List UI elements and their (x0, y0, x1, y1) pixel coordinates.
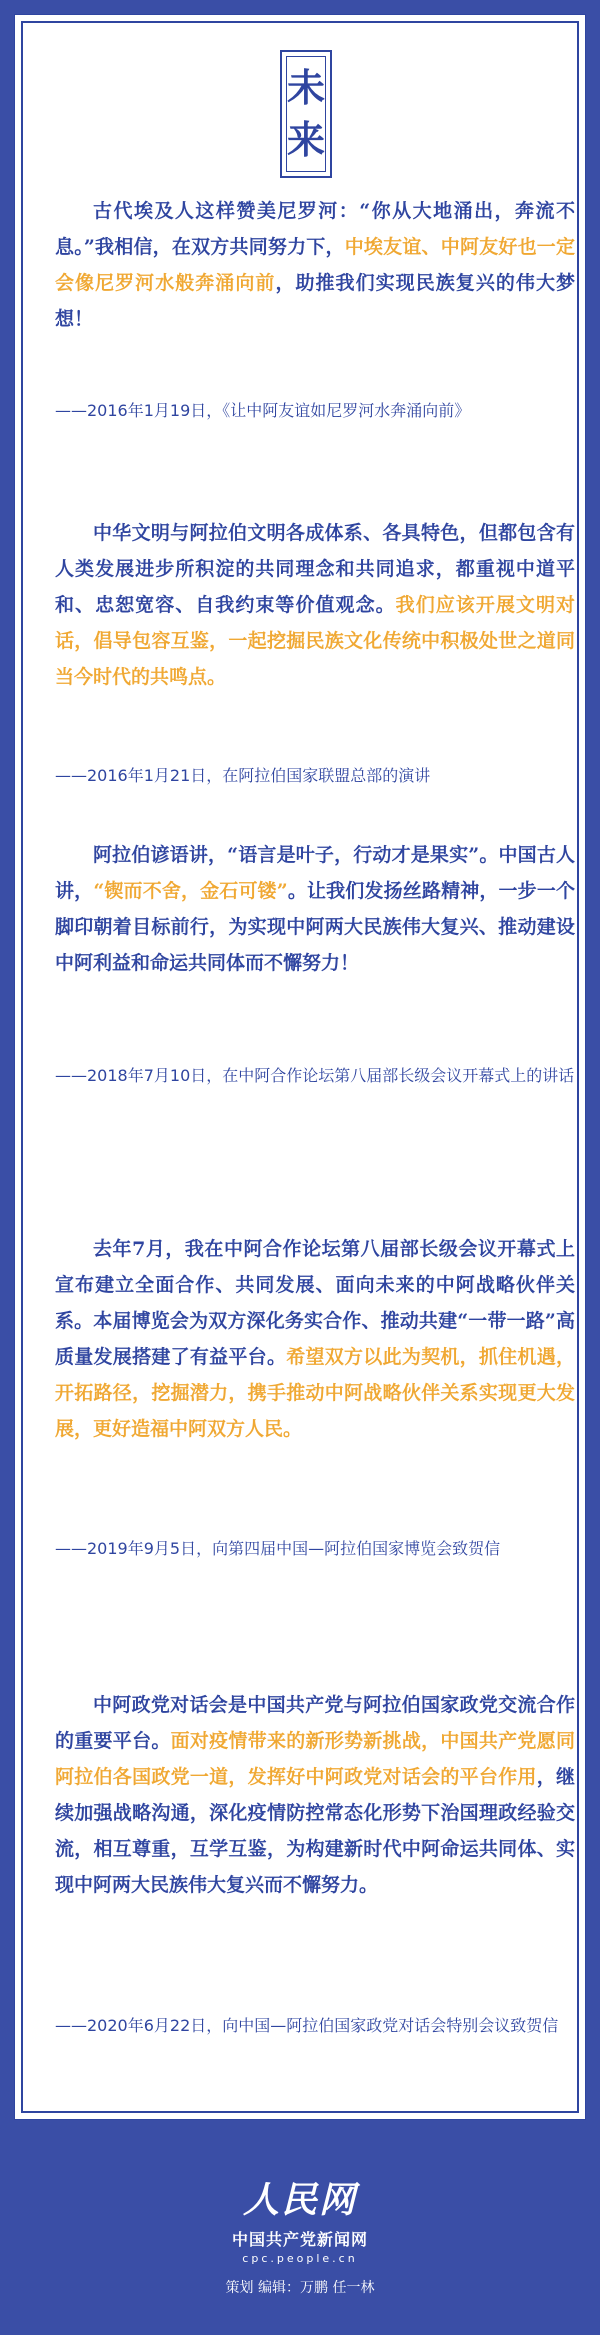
section-4-text-before: 去年7月，我在中阿合作论坛第八届部长级会议开幕式上宣布建立全面合作、共同发展、面向未来的中阿战略伙伴关系。本届博览会为双方深化务实合作、推动共建“一带一路”高质量发展搭建了有益平台。 (55, 1238, 575, 1368)
section-5-highlight: 面对疫情带来的新形势新挑战，中国共产党愿同阿拉伯各国政党一道，发挥好中阿政党对话会的平台作用 (55, 1730, 575, 1788)
section-4-paragraph (55, 1231, 575, 1447)
section-3-highlight: “锲而不舍，金石可镂” (93, 880, 288, 902)
section-3-text-before: 阿拉伯谚语讲，“语言是叶子，行动才是果实”。中国古人讲， (55, 844, 575, 902)
section-1-text-after: ，助推我们实现民族复兴的伟大梦想！ (55, 272, 575, 330)
section-2-source: ——2016年1月21日，在阿拉伯国家联盟总部的演讲 (55, 766, 431, 785)
title-char-1: 未 (286, 66, 325, 110)
footer (0, 2150, 600, 2335)
section-3-source: ——2018年7月10日，在中阿合作论坛第八届部长级会议开幕式上的讲话 (55, 1066, 575, 1085)
section-4-source: ——2019年9月5日，向第四届中国—阿拉伯国家博览会致贺信 (55, 1539, 501, 1558)
site-name: 中国共产党新闻网 (231, 2230, 368, 2249)
content-frame (14, 14, 586, 2120)
section-1-text-before: 古代埃及人这样赞美尼罗河：“你从大地涌出，奔流不息。”我相信，在双方共同努力下， (55, 200, 575, 258)
section-3-text-after: 。让我们发扬丝路精神，一步一个脚印朝着目标前行，为实现中阿两大民族伟大复兴、推动建设中阿利益和命运共同体而不懈努力！ (55, 880, 575, 974)
people-daily-logo: 人民网 (242, 2179, 357, 2221)
section-5-paragraph (55, 1687, 575, 1903)
site-url: cpc.people.cn (242, 2252, 358, 2265)
section-5-text-after: ，继续加强战略沟通，深化疫情防控常态化形势下治国理政经验交流，相互尊重，互学互鉴，为构建新时代中阿命运共同体、实现中阿两大民族伟大复兴而不懈努力。 (55, 1766, 575, 1896)
section-3-paragraph (55, 837, 575, 981)
section-2-paragraph (55, 515, 575, 695)
title-box (280, 50, 332, 178)
section-5-text-before: 中阿政党对话会是中国共产党与阿拉伯国家政党交流合作的重要平台。 (55, 1694, 575, 1752)
section-2-text-before: 中华文明与阿拉伯文明各成体系、各具特色，但都包含有人类发展进步所积淀的共同理念和共同追求，都重视中道平和、忠恕宽容、自我约束等价值观念。 (55, 522, 575, 616)
title-char-2: 来 (286, 118, 325, 162)
section-1-highlight: 中埃友谊、中阿友好也一定会像尼罗河水般奔涌向前 (55, 236, 575, 294)
section-1-paragraph (55, 193, 575, 337)
section-4-highlight: 希望双方以此为契机，抓住机遇，开拓路径，挖掘潜力，携手推动中阿战略伙伴关系实现更大发展，更好造福中阿双方人民。 (55, 1346, 575, 1440)
section-1-source: ——2016年1月19日，《让中阿友谊如尼罗河水奔涌向前》 (55, 401, 471, 420)
section-5-source: ——2020年6月22日，向中国—阿拉伯国家政党对话会特别会议致贺信 (55, 2016, 559, 2035)
section-2-highlight: 我们应该开展文明对话，倡导包容互鉴，一起挖掘民族文化传统中积极处世之道同当今时代的共鸣点。 (55, 594, 575, 688)
credits: 策划 编辑：万鹏 任一林 (225, 2280, 375, 2296)
